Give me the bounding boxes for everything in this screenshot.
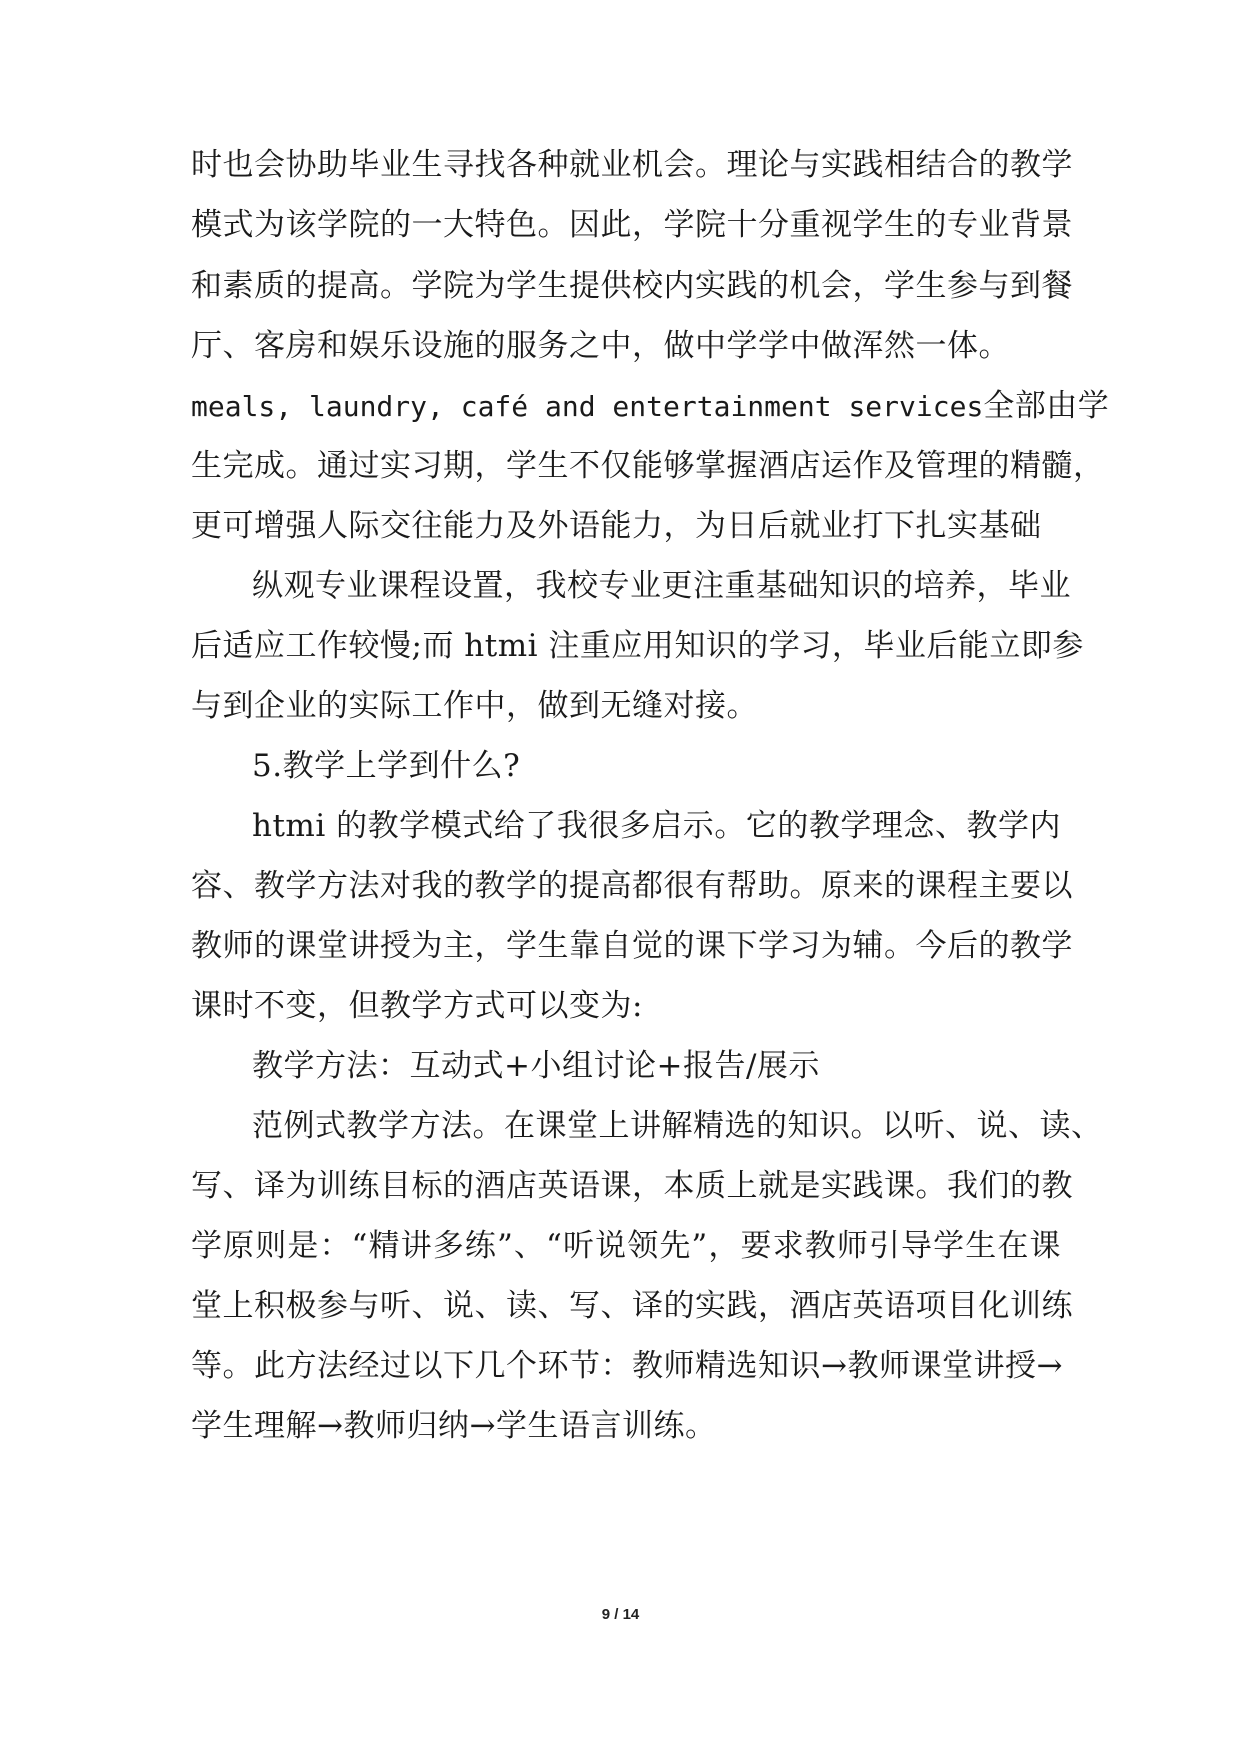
text-fragment: 全部由学 — [983, 388, 1110, 424]
text-line: 和素质的提高。学院为学生提供校内实践的机会，学生参与到餐 — [191, 268, 1073, 304]
text-line: 学生理解→教师归纳→学生语言训练。 — [191, 1408, 717, 1444]
text-line: 与到企业的实际工作中，做到无缝对接。 — [191, 688, 758, 724]
text-line: 时也会协助毕业生寻找各种就业机会。理论与实践相结合的教学 — [191, 147, 1073, 183]
paragraph-first-line: 教学方法：互动式+小组讨论+报告/展示 — [252, 1048, 820, 1084]
text-line: 生完成。通过实习期，学生不仅能够掌握酒店运作及管理的精髓， — [191, 448, 1105, 484]
text-line: 学原则是：“精讲多练”、“听说领先”，要求教师引导学生在课 — [191, 1228, 1061, 1264]
text-line: 堂上积极参与听、说、读、写、译的实践，酒店英语项目化训练 — [191, 1288, 1073, 1324]
text-line: 等。此方法经过以下几个环节：教师精选知识→教师课堂讲授→ — [191, 1348, 1063, 1384]
page-number: 9 / 14 — [601, 1606, 640, 1623]
text-line: 课时不变，但教学方式可以变为: — [191, 988, 643, 1024]
text-line: 教师的课堂讲授为主，学生靠自觉的课下学习为辅。今后的教学 — [191, 928, 1073, 964]
paragraph-first-line: htmi 的教学模式给了我很多启示。它的教学理念、教学内 — [252, 808, 1061, 844]
text-line: 厅、客房和娱乐设施的服务之中，做中学学中做浑然一体。 — [191, 328, 1010, 364]
section-heading: 5.教学上学到什么? — [252, 748, 521, 784]
paragraph-first-line: 纵观专业课程设置，我校专业更注重基础知识的培养，毕业 — [252, 568, 1071, 604]
text-line: 容、教学方法对我的教学的提高都很有帮助。原来的课程主要以 — [191, 868, 1073, 904]
paragraph-first-line: 范例式教学方法。在课堂上讲解精选的知识。以听、说、读、 — [252, 1108, 1103, 1144]
text-line: 模式为该学院的一大特色。因此，学院十分重视学生的专业背景 — [191, 207, 1073, 243]
text-line: 写、译为训练目标的酒店英语课，本质上就是实践课。我们的教 — [191, 1168, 1073, 1204]
text-line-mixed — [191, 386, 1110, 426]
english-services-text: meals, laundry, café and entertainment services — [191, 390, 984, 423]
text-line: 后适应工作较慢;而 htmi 注重应用知识的学习，毕业后能立即参 — [191, 628, 1084, 664]
text-line: 更可增强人际交往能力及外语能力，为日后就业打下扎实基础 — [191, 508, 1042, 544]
